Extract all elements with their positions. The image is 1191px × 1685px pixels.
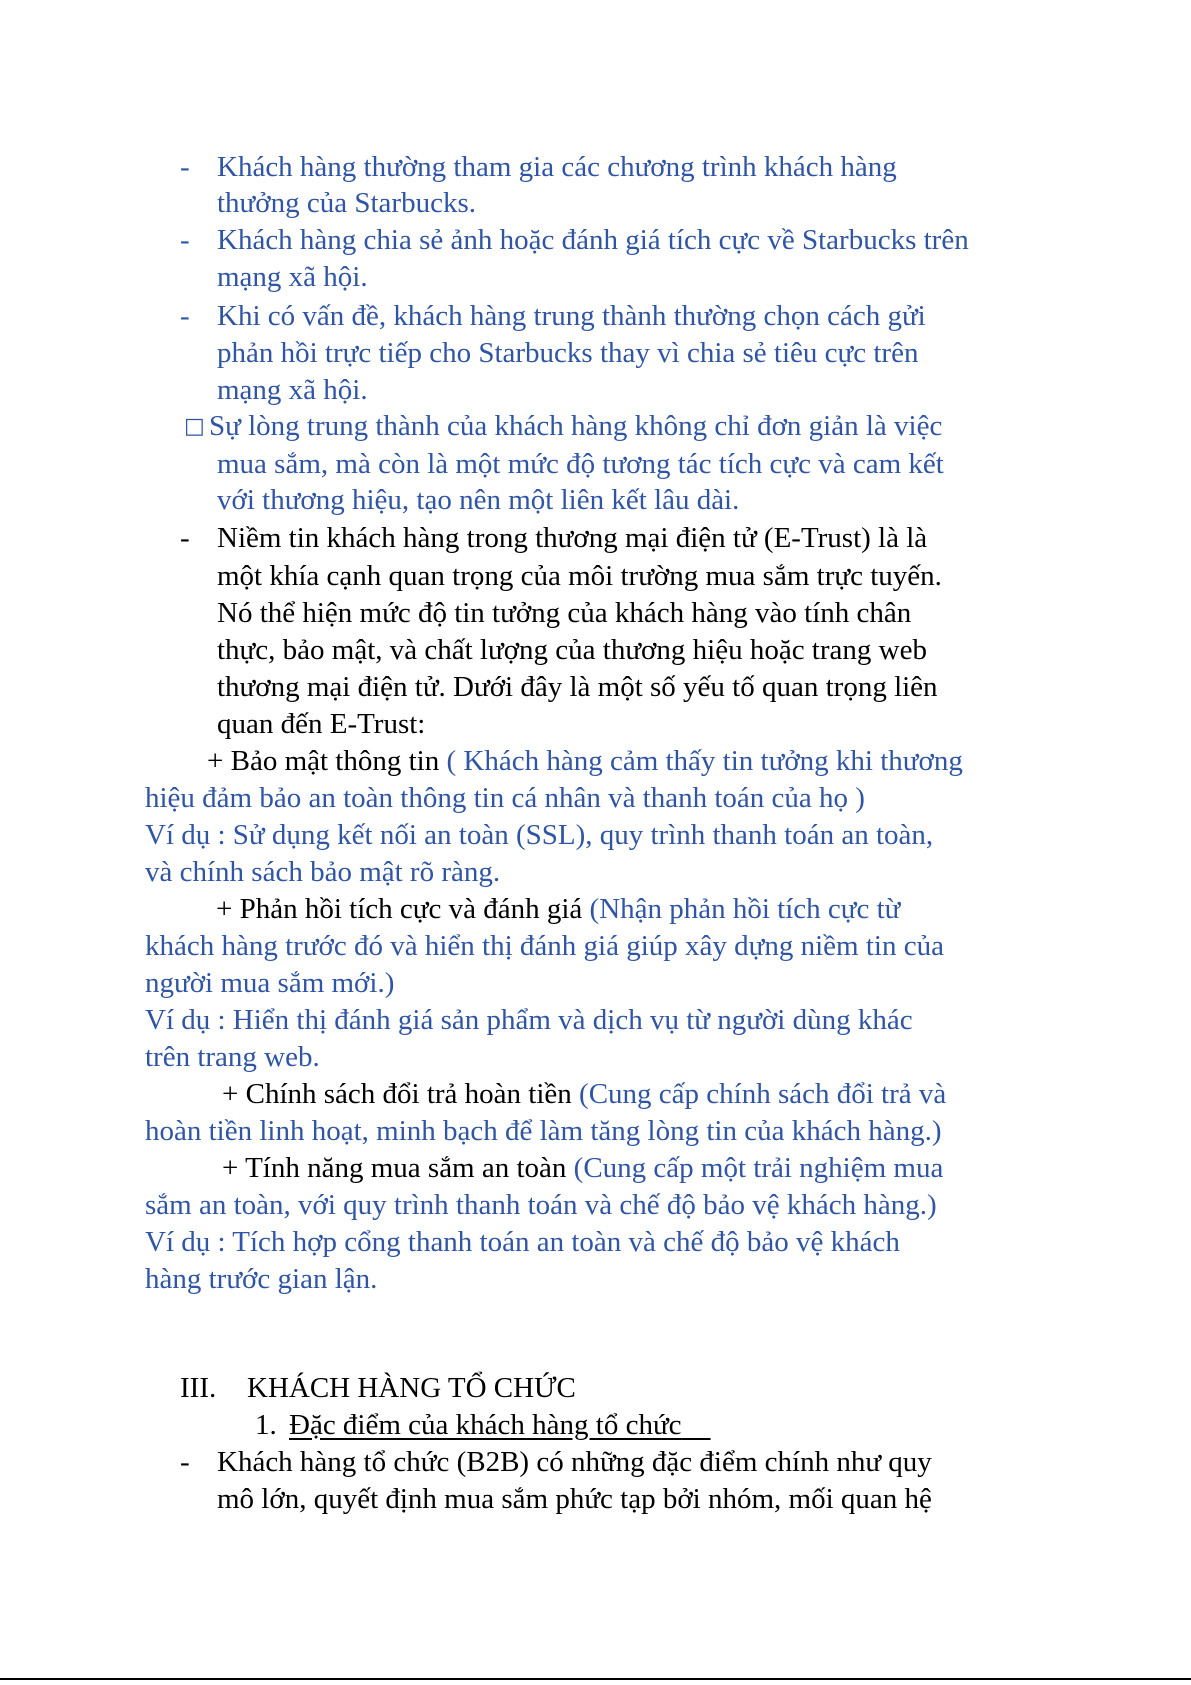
page-bottom-rule xyxy=(0,1678,1191,1680)
subsection-heading: Đặc điểm của khách hàng tổ chức xyxy=(289,1409,682,1441)
factor-description: ( Khách hàng cảm thấy tin tưởng khi thương xyxy=(439,745,963,777)
text-line: trên trang web. xyxy=(145,1041,320,1073)
text-line: mô lớn, quyết định mua sắm phức tạp bởi nhóm, mối quan hệ xyxy=(217,1483,932,1515)
text-line: và chính sách bảo mật rõ ràng. xyxy=(145,856,501,888)
text-line: sắm an toàn, với quy trình thanh toán và chế độ bảo vệ khách hàng.) xyxy=(145,1189,937,1221)
text-line: Niềm tin khách hàng trong thương mại điện tử (E-Trust) là là xyxy=(217,522,928,554)
text-line: Khi có vấn đề, khách hàng trung thành thường chọn cách gửi xyxy=(217,300,926,332)
factor-line xyxy=(216,895,900,924)
text-line: Khách hàng thường tham gia các chương trình khách hàng xyxy=(217,151,897,183)
bullet-dash: - xyxy=(180,151,190,183)
factor-description: (Nhận phản hồi tích cực từ xyxy=(582,893,901,925)
text-line: Ví dụ : Sử dụng kết nối an toàn (SSL), quy trình thanh toán an toàn, xyxy=(145,819,934,851)
section-number: III. xyxy=(180,1372,217,1404)
factor-title: + Chính sách đổi trả hoàn tiền xyxy=(222,1078,572,1110)
conclusion-arrow-icon: □ xyxy=(184,414,205,439)
bullet-dash: - xyxy=(180,224,190,256)
text-line: người mua sắm mới.) xyxy=(145,967,395,999)
text-line: phản hồi trực tiếp cho Starbucks thay vì chia sẻ tiêu cực trên xyxy=(217,337,919,369)
text-line: với thương hiệu, tạo nên một liên kết lâu dài. xyxy=(217,484,740,516)
factor-line xyxy=(222,1154,943,1183)
factor-title: + Phản hồi tích cực và đánh giá xyxy=(216,893,583,925)
factor-description: (Cung cấp một trải nghiệm mua xyxy=(566,1152,944,1184)
bullet-dash: - xyxy=(180,300,190,332)
text-line: Ví dụ : Tích hợp cổng thanh toán an toàn và chế độ bảo vệ khách xyxy=(145,1226,900,1258)
factor-title: + Tính năng mua sắm an toàn xyxy=(222,1152,567,1184)
text-line: thương mại điện tử. Dưới đây là một số yếu tố quan trọng liên xyxy=(217,671,938,703)
text-line: hàng trước gian lận. xyxy=(145,1263,378,1295)
factor-line xyxy=(222,1080,946,1109)
text-line: hiệu đảm bảo an toàn thông tin cá nhân và thanh toán của họ ) xyxy=(145,782,865,814)
text-line: Sự lòng trung thành của khách hàng không chỉ đơn giản là việc xyxy=(209,410,943,442)
text-line: Nó thể hiện mức độ tin tưởng của khách hàng vào tính chân xyxy=(217,597,912,629)
text-line: Ví dụ : Hiển thị đánh giá sản phẩm và dịch vụ từ người dùng khác xyxy=(145,1004,913,1036)
text-line: Khách hàng tổ chức (B2B) có những đặc điểm chính như quy xyxy=(217,1446,932,1478)
text-line: quan đến E-Trust: xyxy=(217,708,426,740)
text-line: mạng xã hội. xyxy=(217,374,368,406)
subsection-number: 1. xyxy=(255,1409,277,1441)
factor-line xyxy=(207,747,963,776)
text-line: Khách hàng chia sẻ ảnh hoặc đánh giá tích cực về Starbucks trên xyxy=(217,224,969,256)
text-line: mua sắm, mà còn là một mức độ tương tác tích cực và cam kết xyxy=(217,448,944,480)
factor-description: (Cung cấp chính sách đổi trả và xyxy=(571,1078,947,1110)
text-line: thực, bảo mật, và chất lượng của thương hiệu hoặc trang web xyxy=(217,634,927,666)
bullet-dash: - xyxy=(180,522,190,554)
text-line: thưởng của Starbucks. xyxy=(217,187,476,219)
text-line: khách hàng trước đó và hiển thị đánh giá giúp xây dựng niềm tin của xyxy=(145,930,944,962)
factor-title: + Bảo mật thông tin xyxy=(207,745,440,777)
text-line: hoàn tiền linh hoạt, minh bạch để làm tăng lòng tin của khách hàng.) xyxy=(145,1115,942,1147)
bullet-dash: - xyxy=(180,1446,190,1478)
section-heading: KHÁCH HÀNG TỔ CHỨC xyxy=(247,1372,576,1404)
text-line: một khía cạnh quan trọng của môi trường mua sắm trực tuyến. xyxy=(217,560,942,592)
text-line: mạng xã hội. xyxy=(217,261,368,293)
